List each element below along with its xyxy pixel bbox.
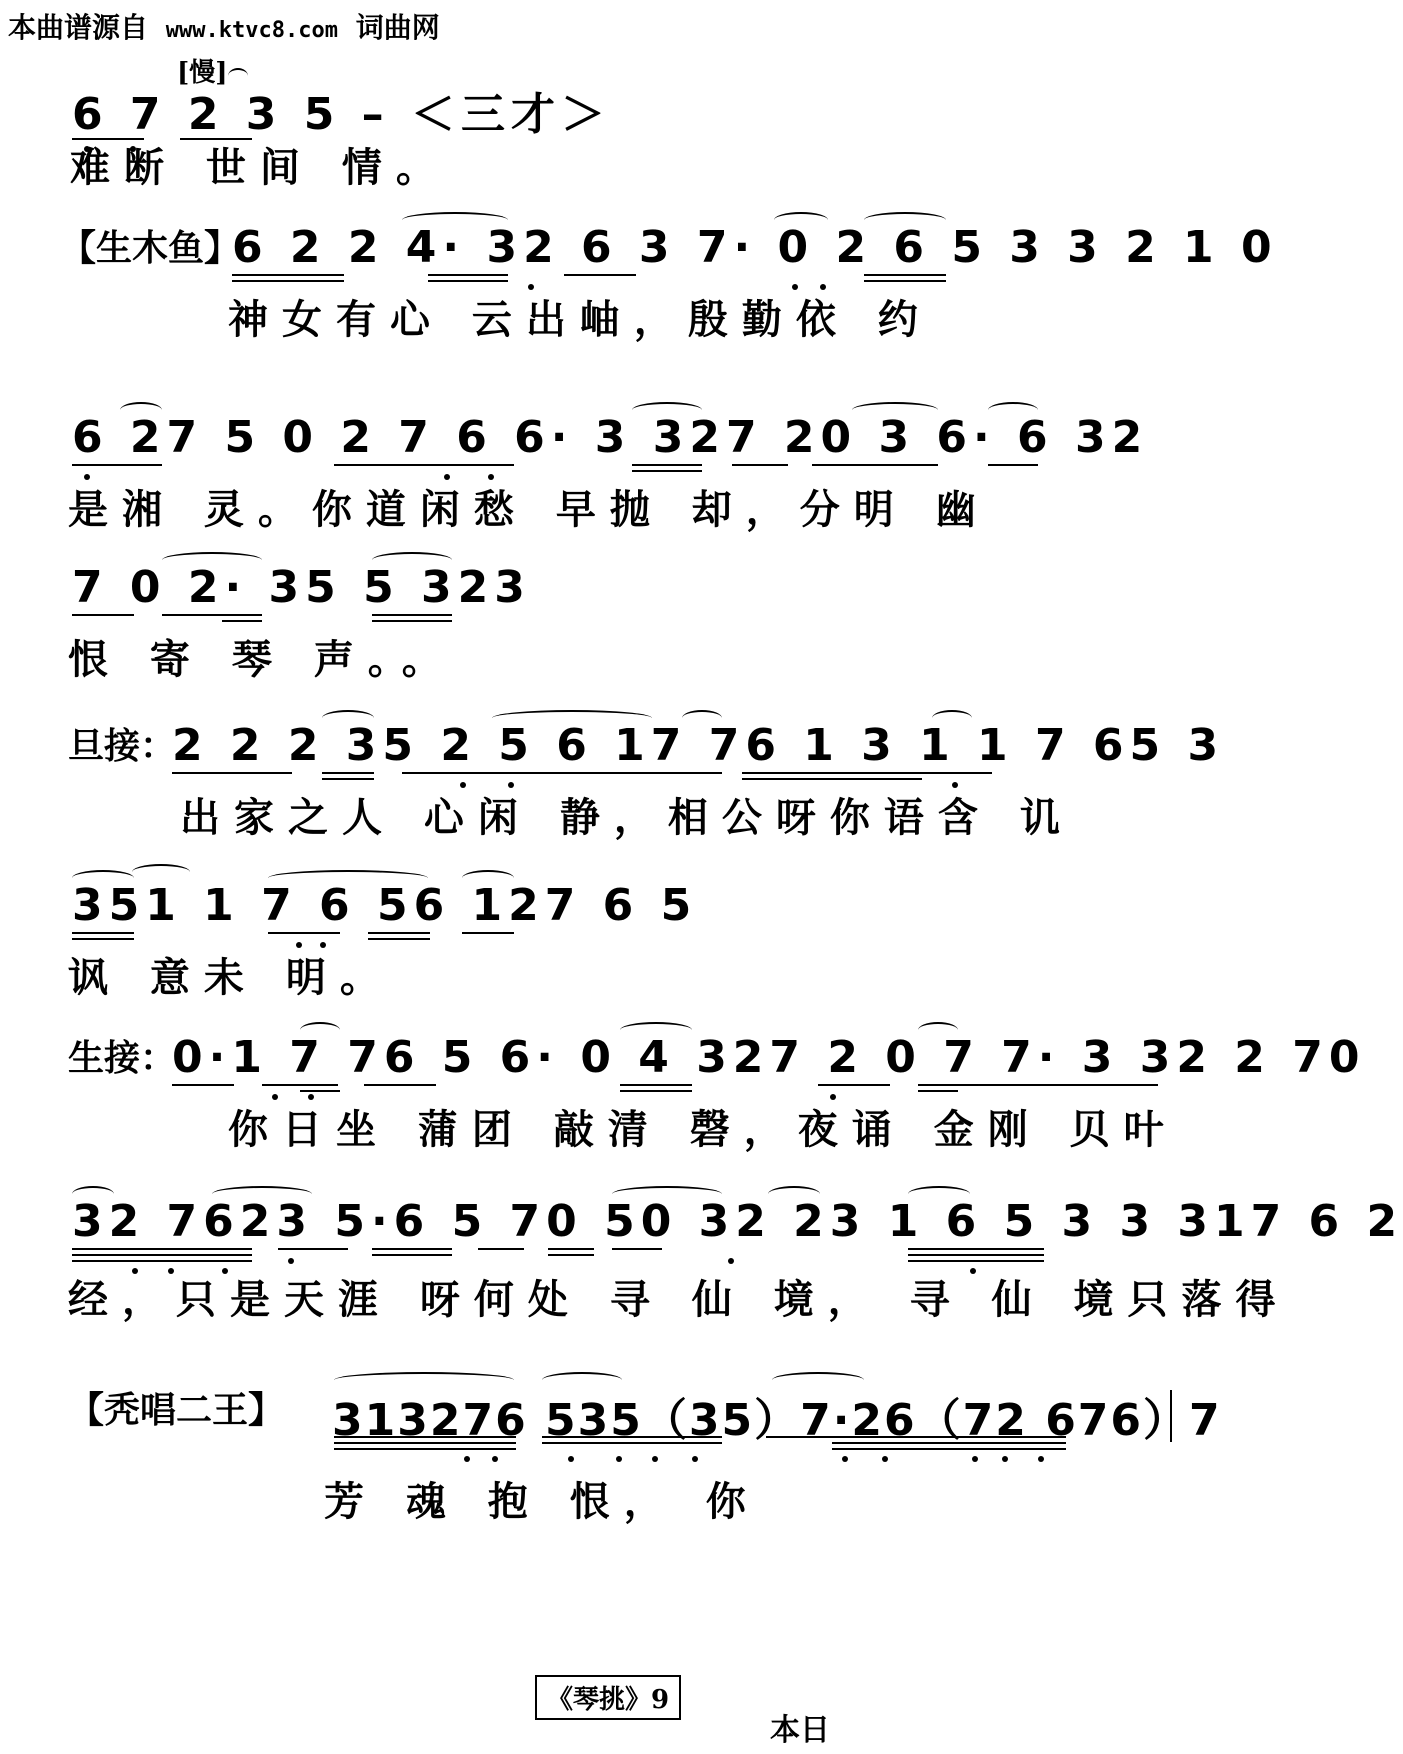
beam bbox=[368, 938, 430, 940]
bar-line bbox=[1170, 1390, 1172, 1442]
score-system-6 bbox=[68, 880, 1192, 1001]
octave-dot bbox=[972, 1456, 978, 1462]
beam bbox=[988, 464, 1038, 466]
jianpu-notes: 6 7 2 3 5 – ＜三才＞ bbox=[72, 89, 611, 140]
octave-dot bbox=[288, 1258, 294, 1264]
score-system-3 bbox=[68, 412, 1192, 533]
beam bbox=[322, 778, 374, 780]
beam bbox=[542, 1442, 722, 1444]
score-system-8 bbox=[68, 1196, 1403, 1323]
lyrics-line: 神女有心 云出岫，殷勤依 约 bbox=[228, 296, 932, 343]
jianpu-notes: 7 0 2· 35 5 323 bbox=[72, 562, 531, 613]
score-system-5 bbox=[68, 720, 1225, 841]
beam bbox=[548, 1248, 594, 1250]
beam bbox=[172, 1084, 234, 1086]
beam bbox=[542, 1436, 722, 1438]
jianpu-notes: 351 1 7 6 56 127 6 5 bbox=[72, 880, 698, 931]
section-label: 旦接： bbox=[68, 726, 177, 767]
beam bbox=[300, 1090, 340, 1092]
jianpu-notes: 2 2 2 35 2 5 6 17 76 1 3 1 1 7 65 3 bbox=[172, 720, 1225, 771]
beam bbox=[72, 1260, 252, 1262]
source-header bbox=[8, 6, 440, 46]
jianpu-notes: 6 27 5 0 2 7 6 6· 3 327 20 3 6· 6 32 bbox=[72, 412, 1149, 463]
beam bbox=[864, 274, 946, 276]
beam bbox=[72, 1254, 252, 1256]
beam bbox=[732, 464, 788, 466]
beam bbox=[72, 1248, 252, 1250]
jianpu-notes: 32 7623 5·6 5 70 50 32 23 1 6 5 3 3 317 6 2 bbox=[72, 1196, 1403, 1247]
lyrics-line: 出家之人 心闲 静，相公呀你语含 讥 bbox=[180, 794, 1074, 841]
beam bbox=[162, 614, 262, 616]
lyrics-line: 经，只是天涯 呀何处 寻 仙 境， 寻 仙 境只落得 bbox=[68, 1276, 1290, 1323]
beam bbox=[232, 274, 344, 276]
beam bbox=[334, 1448, 516, 1450]
beam bbox=[812, 464, 938, 466]
beam bbox=[632, 464, 702, 466]
score-system-9 bbox=[68, 1384, 1222, 1525]
beam bbox=[72, 938, 134, 940]
beam bbox=[632, 470, 702, 472]
beam bbox=[766, 1436, 1066, 1438]
jianpu-notes: 313276 535（35）7·26（72 676）7 bbox=[332, 1395, 1222, 1446]
beam bbox=[222, 620, 262, 622]
beam bbox=[232, 280, 344, 282]
beam bbox=[372, 1254, 452, 1256]
beam bbox=[428, 280, 508, 282]
beam bbox=[322, 772, 374, 774]
header-right: 词曲网 bbox=[355, 11, 440, 44]
beam bbox=[268, 932, 340, 934]
beam bbox=[832, 1442, 1066, 1444]
beam bbox=[262, 1084, 338, 1086]
beam bbox=[334, 1442, 516, 1444]
beam bbox=[918, 1084, 1158, 1086]
lyrics-line: 难断 世间 情。 bbox=[70, 144, 450, 191]
beam bbox=[72, 464, 162, 466]
octave-dot bbox=[616, 1456, 622, 1462]
header-left: 本曲谱源自 bbox=[8, 11, 149, 44]
section-label: 生接： bbox=[68, 1038, 177, 1079]
beam bbox=[620, 1084, 692, 1086]
section-label: 【秃唱二王】 bbox=[68, 1390, 285, 1431]
jianpu-notes: 0·1 7 76 5 6· 0 4 327 2 0 7 7· 3 32 2 70 bbox=[172, 1032, 1366, 1083]
beam bbox=[620, 1090, 692, 1092]
beam bbox=[172, 772, 292, 774]
beam bbox=[908, 1248, 1044, 1250]
beam bbox=[372, 614, 452, 616]
octave-dot bbox=[728, 1258, 734, 1264]
beam bbox=[832, 1448, 1066, 1450]
beam bbox=[72, 614, 134, 616]
slur bbox=[132, 864, 190, 880]
beam bbox=[334, 1436, 516, 1438]
section-label: 【生木鱼】 bbox=[60, 228, 241, 269]
beam bbox=[742, 778, 922, 780]
beam bbox=[612, 1248, 662, 1250]
beam bbox=[478, 1248, 524, 1250]
beam bbox=[428, 274, 508, 276]
beam bbox=[818, 1084, 890, 1086]
lyrics-line: 你日坐 蒲团 敲清 磬，夜诵 金刚 贝叶 bbox=[228, 1106, 1178, 1153]
octave-dot bbox=[1002, 1456, 1008, 1462]
lyrics-line: 讽 意未 明。 bbox=[68, 954, 394, 1001]
beam bbox=[548, 1254, 594, 1256]
beam bbox=[564, 274, 636, 276]
beam bbox=[372, 620, 452, 622]
score-system-4 bbox=[68, 562, 1192, 683]
octave-dot bbox=[568, 1456, 574, 1462]
octave-dot bbox=[842, 1456, 848, 1462]
beam bbox=[864, 280, 946, 282]
beam bbox=[72, 932, 134, 934]
tempo-marking: [慢] bbox=[177, 58, 228, 88]
beam bbox=[368, 932, 430, 934]
beam bbox=[334, 464, 514, 466]
lyrics-line: 芳 魂 抱 恨， 你 bbox=[324, 1478, 760, 1525]
octave-dot bbox=[492, 1456, 498, 1462]
octave-dot bbox=[464, 1456, 470, 1462]
lyrics-line: 恨 寄 琴 声。。 bbox=[68, 636, 456, 683]
jianpu-notes: 6 2 2 4· 32 6 3 7· 0 2 6 5 3 3 2 1 0 bbox=[232, 222, 1278, 273]
beam bbox=[462, 932, 514, 934]
beam bbox=[892, 772, 992, 774]
beam bbox=[278, 1248, 348, 1250]
octave-dot bbox=[692, 1456, 698, 1462]
beam bbox=[908, 1260, 1044, 1262]
footer-text: 本日 bbox=[770, 1713, 830, 1748]
page-number-box: 《琴挑》9 bbox=[535, 1675, 681, 1720]
octave-dot bbox=[882, 1456, 888, 1462]
score-system-2 bbox=[60, 222, 1278, 343]
header-site[interactable]: www.ktvc8.com bbox=[165, 18, 338, 43]
octave-dot bbox=[1038, 1456, 1044, 1462]
beam bbox=[918, 1090, 958, 1092]
score-system-1 bbox=[72, 60, 1192, 190]
beam bbox=[908, 1254, 1044, 1256]
score-system-7 bbox=[68, 1032, 1366, 1153]
lyrics-line: 是湘 灵。你道闲愁 早抛 却，分明 幽 bbox=[68, 486, 990, 533]
beam bbox=[364, 1084, 436, 1086]
beam bbox=[402, 772, 722, 774]
octave-dot bbox=[652, 1456, 658, 1462]
beam bbox=[372, 1248, 452, 1250]
